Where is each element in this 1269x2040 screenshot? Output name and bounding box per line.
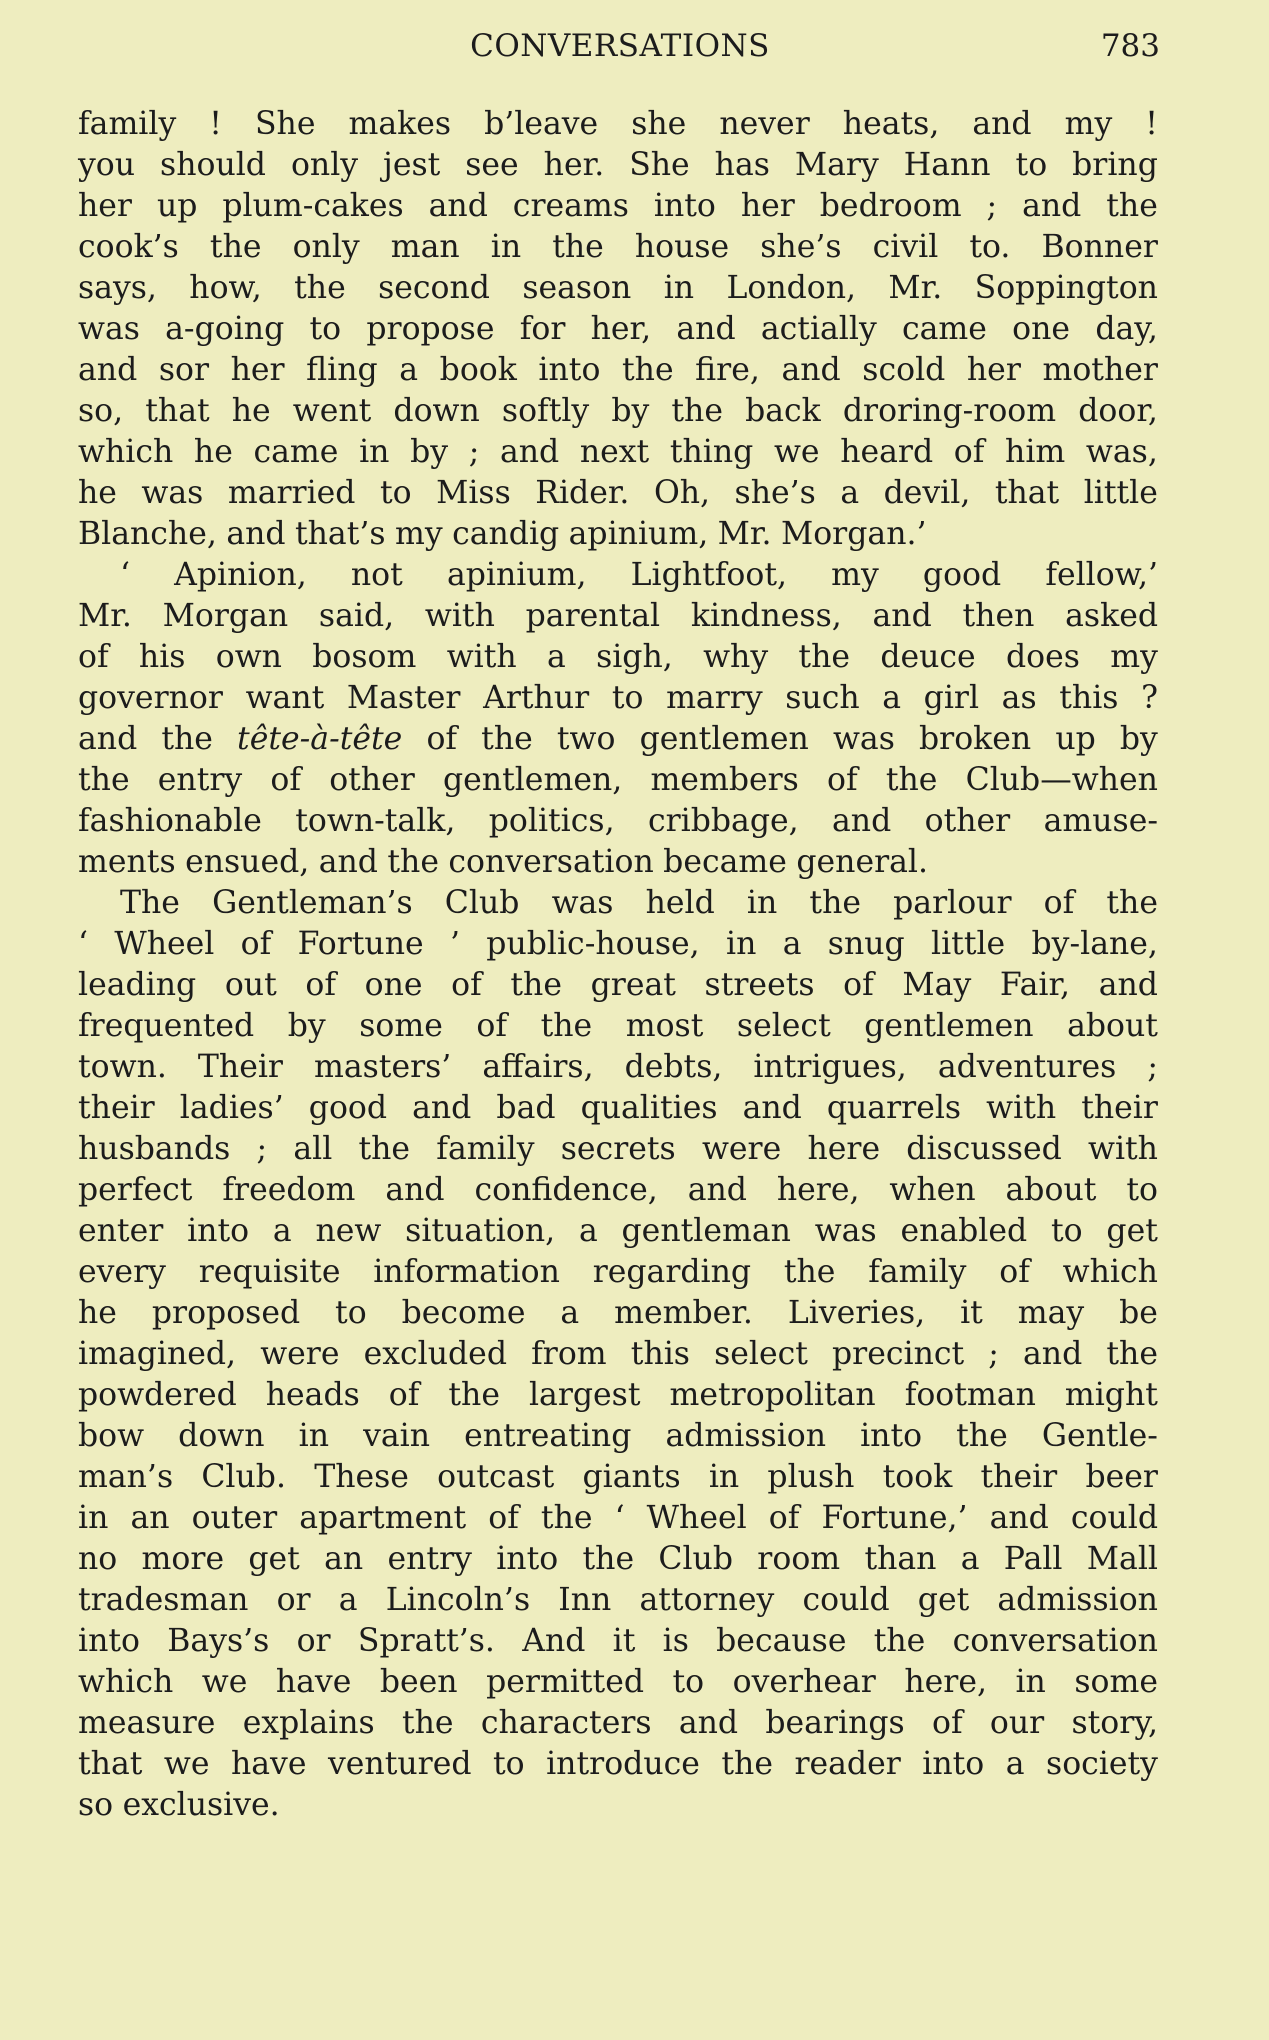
running-head: CONVERSATIONS [470, 28, 770, 64]
text-line: bow down in vain entreating admission into the Gentle- [78, 1418, 1158, 1454]
text-line: in an outer apartment of the ‘ Wheel of Fortune,’ and could [78, 1500, 1158, 1536]
text-line: man’s Club. These outcast giants in plush took their beer [78, 1459, 1158, 1495]
text-line: into Bays’s or Spratt’s. And it is because the conversation [78, 1623, 1158, 1659]
text-line: cook’s the only man in the house she’s civil to. Bonner [78, 229, 1158, 265]
text-line: and the tête-à-tête of the two gentlemen was broken up by [78, 721, 1158, 757]
text-line: every requisite information regarding the family of which [78, 1254, 1158, 1290]
text-line: was a-going to propose for her, and actially came one day, [78, 311, 1158, 347]
text-line: their ladies’ good and bad qualities and quarrels with their [78, 1090, 1158, 1126]
text-line: Mr. Morgan said, with parental kindness, and then asked [78, 598, 1158, 634]
text-line: so exclusive. [78, 1787, 280, 1823]
text-line: leading out of one of the great streets of May Fair, and [78, 967, 1158, 1003]
text-line: he was married to Miss Rider. Oh, she’s a devil, that little [78, 475, 1158, 511]
text-line: enter into a new situation, a gentleman was enabled to get [78, 1213, 1158, 1249]
body-text [78, 104, 1158, 1826]
text-line: says, how, the second season in London, Mr. Soppington [78, 270, 1158, 306]
text-line: measure explains the characters and bearings of our story, [78, 1705, 1158, 1741]
text-line: the entry of other gentlemen, members of the Club—when [78, 762, 1158, 798]
text-line: Blanche, and that’s my candig apinium, Mr. Morgan.’ [78, 516, 927, 552]
text-line: perfect freedom and confidence, and here, when about to [78, 1172, 1158, 1208]
text-line: town. Their masters’ affairs, debts, intrigues, adventures ; [78, 1049, 1158, 1085]
text-line: The Gentleman’s Club was held in the parlour of the [120, 885, 1158, 921]
text-line: family ! She makes b’leave she never heats, and my ! [78, 106, 1158, 142]
text-line: husbands ; all the family secrets were here discussed with [78, 1131, 1158, 1167]
text-line: of his own bosom with a sigh, why the deuce does my [78, 639, 1158, 675]
page-header [80, 28, 1160, 72]
page-number: 783 [1100, 28, 1160, 64]
text-line: and sor her fling a book into the fire, and scold her mother [78, 352, 1158, 388]
text-line: frequented by some of the most select gentlemen about [78, 1008, 1158, 1044]
text-line: tradesman or a Lincoln’s Inn attorney could get admission [78, 1582, 1158, 1618]
text-line: he proposed to become a member. Liveries, it may be [78, 1295, 1158, 1331]
text-line: that we have ventured to introduce the reader into a society [78, 1746, 1158, 1782]
text-line: you should only jest see her. She has Mary Hann to bring [78, 147, 1158, 183]
text-line: ments ensued, and the conversation became general. [78, 844, 929, 880]
text-line: ‘ Wheel of Fortune ’ public-house, in a snug little by-lane, [78, 926, 1158, 962]
text-line: fashionable town-talk, politics, cribbage, and other amuse- [78, 803, 1158, 839]
text-line: no more get an entry into the Club room than a Pall Mall [78, 1541, 1158, 1577]
text-line: so, that he went down softly by the back droring-room door, [78, 393, 1158, 429]
text-line: which we have been permitted to overhear here, in some [78, 1664, 1158, 1700]
text-line: which he came in by ; and next thing we heard of him was, [78, 434, 1158, 470]
text-line: imagined, were excluded from this select precinct ; and the [78, 1336, 1158, 1372]
text-line: ‘ Apinion, not apinium, Lightfoot, my good fellow,’ [120, 557, 1158, 593]
text-line: her up plum-cakes and creams into her bedroom ; and the [78, 188, 1158, 224]
text-line: powdered heads of the largest metropolitan footman might [78, 1377, 1158, 1413]
text-line: governor want Master Arthur to marry such a girl as this ? [78, 680, 1158, 716]
